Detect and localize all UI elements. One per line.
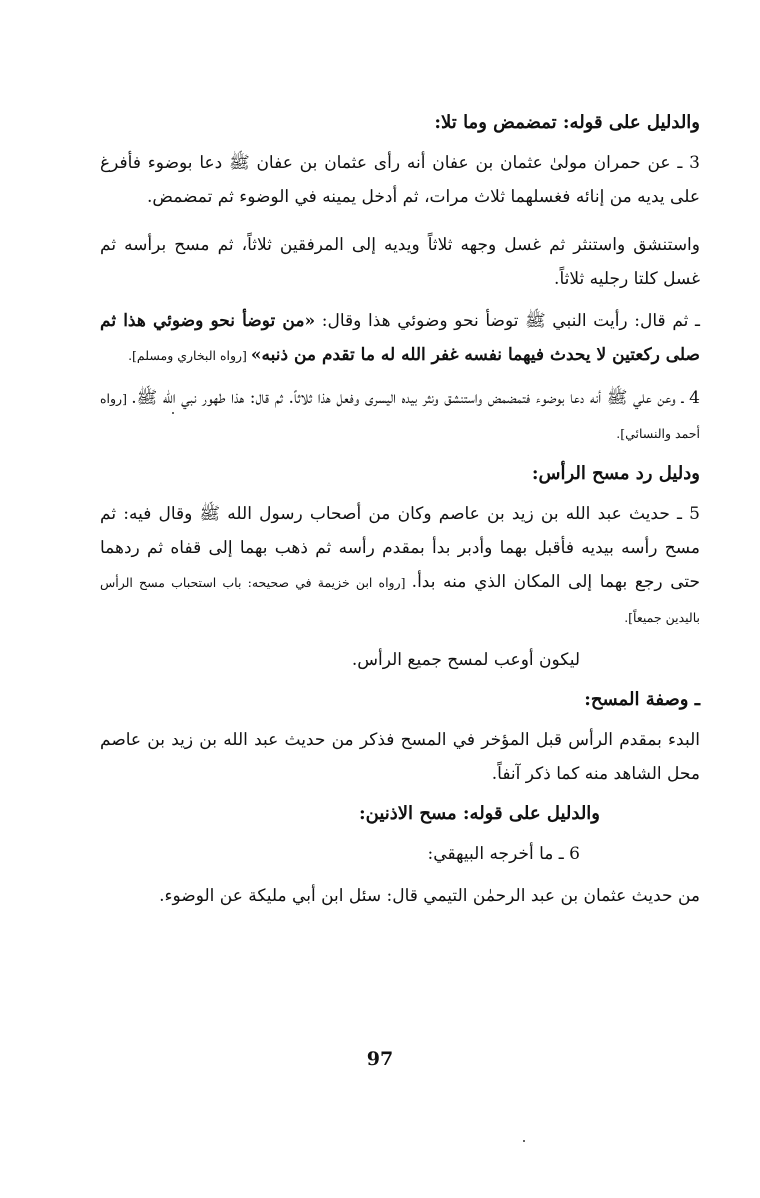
scan-speck <box>523 1140 525 1142</box>
page-body <box>100 108 700 921</box>
paragraph-hadith-3: 3 ـ عن حمران مولىٰ عثمان بن عفان أنه رأى عثمان بن عفان ﷺ دعا بوضوء فأفرغ على يديه من إنائه فغسلهما ثلاث مرات، ثم أدخل يمينه في الوضوء ثم تمضمض. <box>100 153 700 207</box>
paragraph-hadith-6: 6 ـ ما أخرجه البيهقي: <box>427 844 580 864</box>
scan-speck <box>172 412 174 414</box>
paragraph-bad: البدء بمقدم الرأس قبل المؤخر في المسح فذكر من حديث عبد الله بن زيد بن عاصم محل الشاهد منه كما ذكر آنفاً. <box>100 730 700 784</box>
paragraph-uthman: من حديث عثمان بن عبد الرحمٰن التيمي قال: سئل ابن أبي مليكة عن الوضوء. <box>159 886 700 906</box>
quote-intro: ـ ثم قال: رأيت النبي ﷺ توضأ نحو وضوئي هذا وقال: <box>315 311 700 331</box>
hadith-5-text: 5 ـ حديث عبد الله بن زيد بن عاصم وكان من أصحاب رسول الله ﷺ وقال فيه: ثم مسح رأسه بيديه فأقبل بهما وأدبر بدأ بمقدم رأسه ثم ذهب بهما إلى قفاه ثم ردهما حتى رجع بهما إلى المكان الذي منه بدأ. <box>100 504 700 592</box>
heading-sifat-mash: ـ وصفة المسح: <box>584 689 700 710</box>
quote-bold: «من توضأ نحو وضوئي هذا ثم صلى ركعتين لا يحدث فيهما نفسه غفر الله له ما تقدم من ذنبه» <box>100 311 700 365</box>
heading-madmada: والدليل على قوله: تمضمض وما تلا: <box>434 112 700 133</box>
heading-mash-ras: ودليل رد مسح الرأس: <box>531 463 700 484</box>
paragraph-hadith-4 <box>100 381 700 451</box>
paragraph-hadith-3-quote <box>100 304 700 373</box>
reference: [رواه ابن خزيمة في صحيحه: باب استحباب مسح الرأس باليدين جميعاً]. <box>100 575 700 625</box>
page-number: 97 <box>366 1048 394 1070</box>
hadith-4-text: 4 ـ وعن علي ﷺ أنه دعا بوضوء فتمضمض واستنشق ونثر بيده اليسرى وفعل هذا ثلاثاً. ثم قال: هذا طهور نبي الله ﷺ. <box>131 388 700 408</box>
reference: [رواه أحمد والنسائي]. <box>100 391 700 441</box>
paragraph-hadith-3-cont: واستنشق واستنثر ثم غسل وجهه ثلاثاً ويديه إلى المرفقين ثلاثاً، ثم مسح برأسه ثم غسل كلتا رجليه ثلاثاً. <box>100 235 700 289</box>
paragraph-awab: ليكون أوعب لمسح جميع الرأس. <box>351 650 580 670</box>
paragraph-hadith-5 <box>100 497 700 635</box>
reference: [رواه البخاري ومسلم]. <box>128 348 251 363</box>
heading-udhnayn: والدليل على قوله: مسح الاذنين: <box>358 803 600 824</box>
